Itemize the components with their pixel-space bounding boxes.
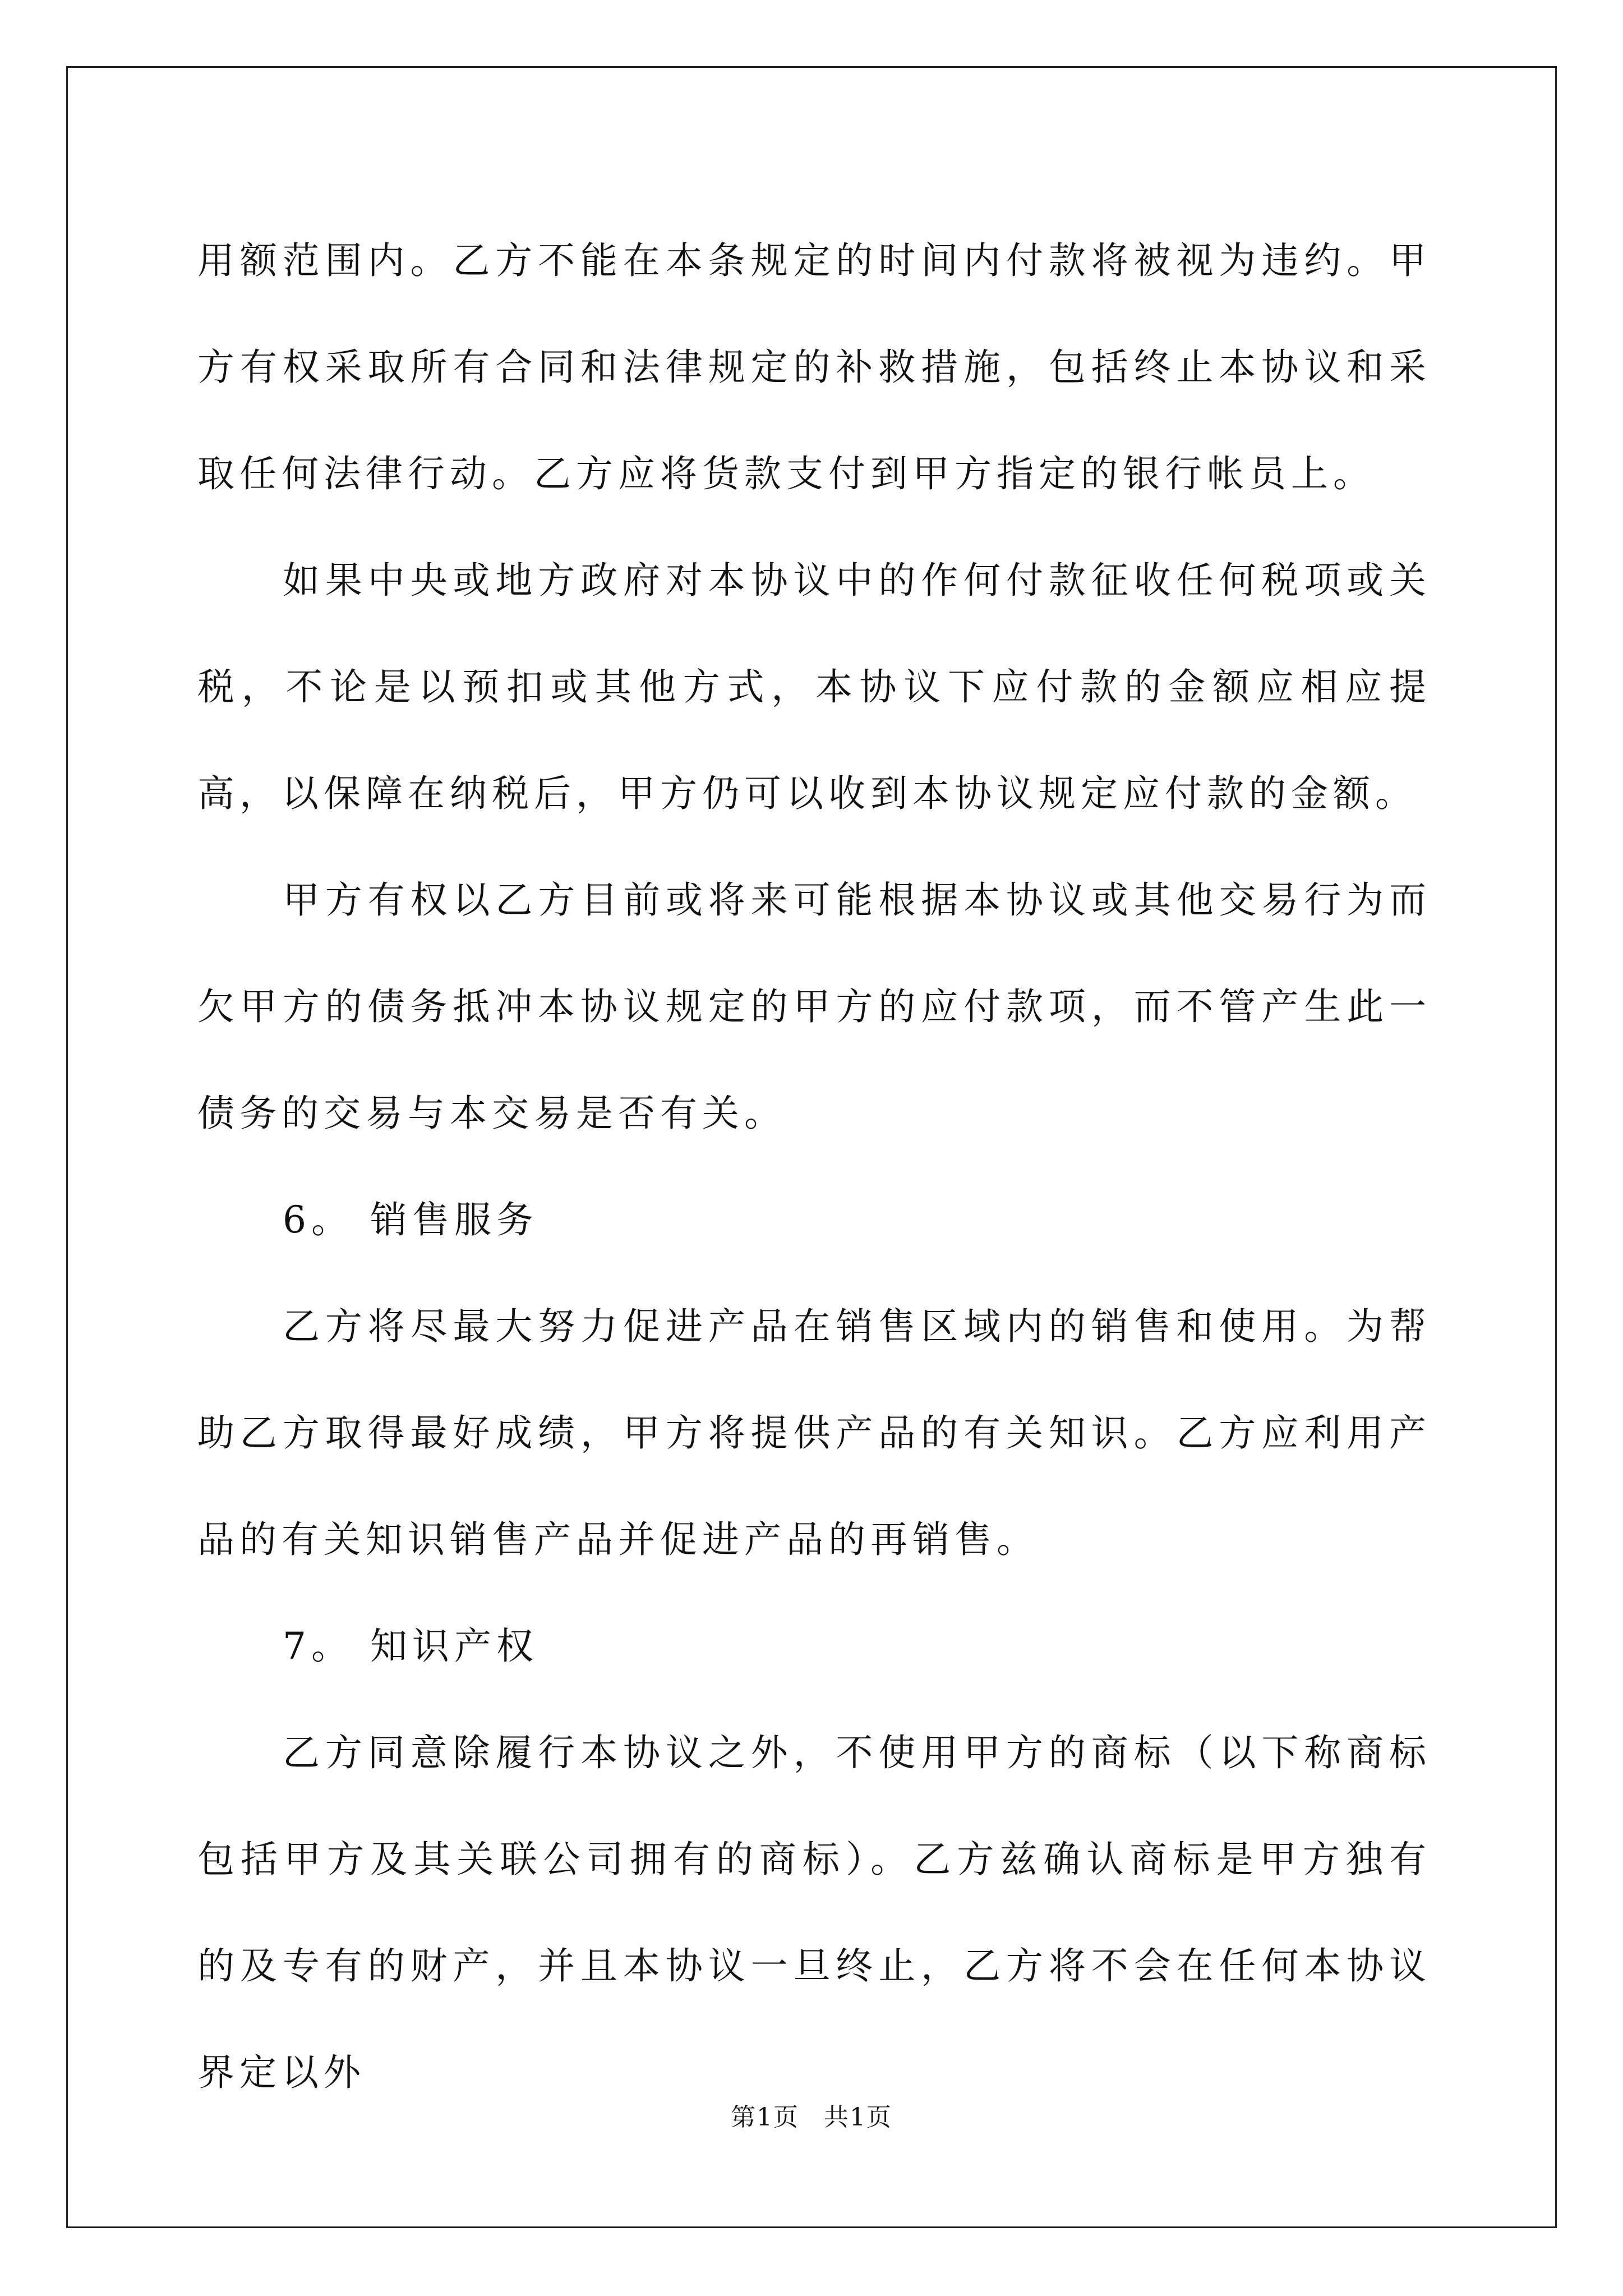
page-number-total: 共1页	[824, 2103, 892, 2132]
paragraph-tax: 如果中央或地方政府对本协议中的作何付款征收任何税项或关税，不论是以预扣或其他方式，本协议下应付款的金额应相应提高，以保障在纳税后，甲方仍可以收到本协议规定应付款的金额。	[197, 559, 1431, 815]
section-heading-sales-service: 6。 销售服务	[283, 1198, 538, 1241]
paragraph-offset: 甲方有权以乙方目前或将来可能根据本协议或其他交易行为而欠甲方的债务抵冲本协议规定的甲方的应付款项，而不管产生此一债务的交易与本交易是否有关。	[197, 878, 1431, 1135]
document-body	[197, 208, 1431, 2126]
paragraph-sales-service: 乙方将尽最大努力促进产品在销售区域内的销售和使用。为帮助乙方取得最好成绩，甲方将提供产品的有关知识。乙方应利用产品的有关知识销售产品并促进产品的再销售。	[197, 1305, 1431, 1561]
page-footer	[0, 2101, 1623, 2134]
paragraph-payment-default: 用额范围内。乙方不能在本条规定的时间内付款将被视为违约。甲方有权采取所有合同和法律规定的补救措施，包括终止本协议和采取任何法律行动。乙方应将货款支付到甲方指定的银行帐员上。	[197, 239, 1431, 495]
section-heading-ip: 7。 知识产权	[283, 1625, 538, 1668]
page-number-current: 第1页	[731, 2103, 799, 2132]
paragraph-ip: 乙方同意除履行本协议之外，不使用甲方的商标（以下称商标包括甲方及其关联公司拥有的商标）。乙方兹确认商标是甲方独有的及专有的财产，并且本协议一旦终止，乙方将不会在任何本协议界定以外	[197, 1731, 1431, 2094]
